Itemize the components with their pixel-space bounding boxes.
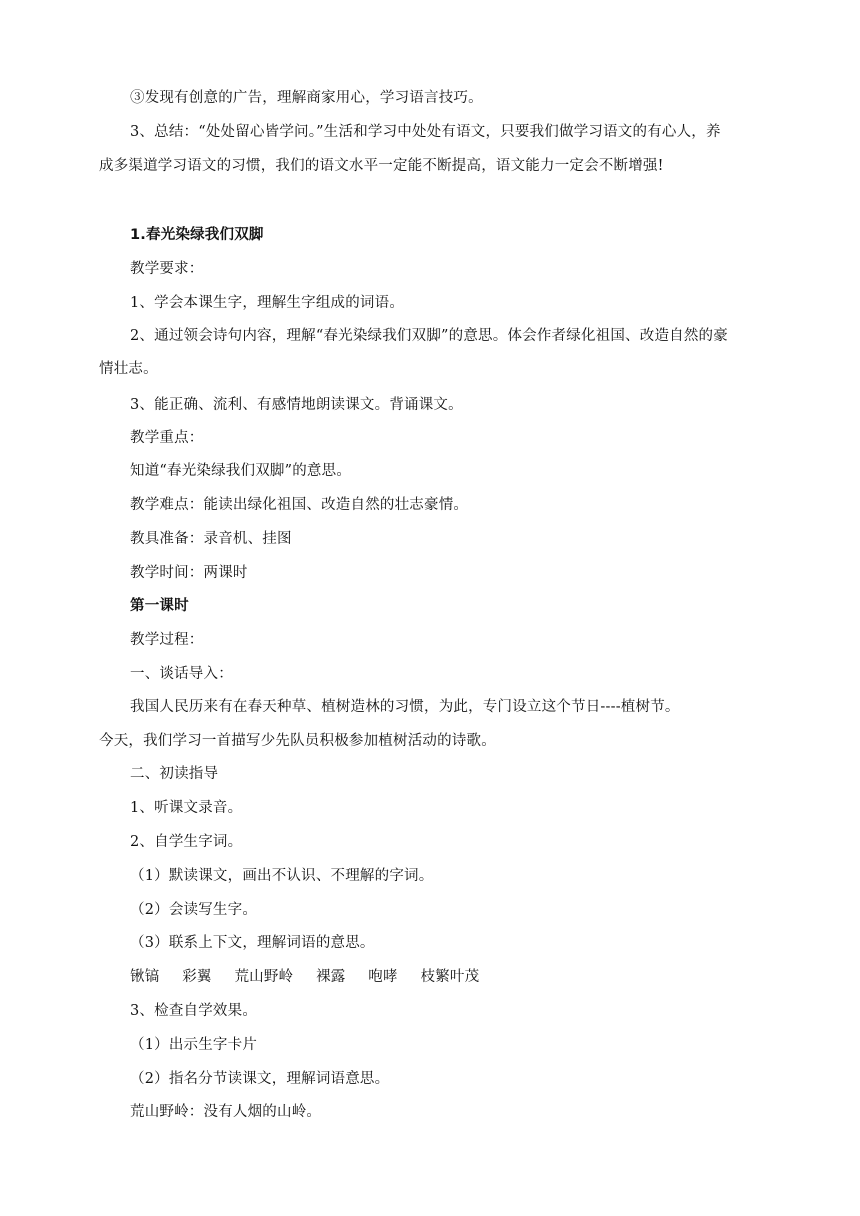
step-2-c: （3）联系上下文，理解词语的意思。 bbox=[130, 935, 375, 951]
intro-item-3: ③发现有创意的广告，理解商家用心，学习语言技巧。 bbox=[130, 90, 483, 106]
step-2: 2、自学生字词。 bbox=[130, 834, 243, 850]
vocab-word: 锹镐 bbox=[130, 969, 160, 985]
step-3-a: （1）出示生字卡片 bbox=[130, 1037, 258, 1053]
part-1-heading: 一、谈话导入： bbox=[130, 666, 233, 682]
lesson-title: 1.春光染绿我们双脚 bbox=[130, 227, 264, 243]
difficulty-text: 教学难点：能读出绿化祖国、改造自然的壮志豪情。 bbox=[130, 497, 469, 513]
requirement-3: 3、能正确、流利、有感情地朗读课文。背诵课文。 bbox=[130, 397, 463, 413]
focus-heading: 教学重点： bbox=[130, 430, 204, 446]
step-2-b: （2）会读写生字。 bbox=[130, 902, 258, 918]
process-heading: 教学过程： bbox=[130, 632, 204, 648]
requirements-heading: 教学要求： bbox=[130, 261, 204, 277]
vocab-word: 裸露 bbox=[316, 969, 346, 985]
requirement-2-line-2: 情壮志。 bbox=[99, 361, 158, 377]
part-2-heading: 二、初读指导 bbox=[130, 766, 219, 782]
tools-text: 教具准备：录音机、挂图 bbox=[130, 531, 292, 547]
step-3-b: （2）指名分节读课文，理解词语意思。 bbox=[130, 1071, 390, 1087]
summary-line-2: 成多渠道学习语文的习惯，我们的语文水平一定能不断提高，语文能力一定会不断增强! bbox=[99, 158, 664, 174]
period-heading: 第一课时 bbox=[130, 598, 189, 614]
step-3: 3、检查自学效果。 bbox=[130, 1003, 258, 1019]
focus-text: 知道“春光染绿我们双脚”的意思。 bbox=[130, 463, 352, 479]
vocab-word: 咆哮 bbox=[368, 969, 398, 985]
time-text: 教学时间：两课时 bbox=[130, 565, 248, 581]
vocab-word: 枝繁叶茂 bbox=[420, 969, 480, 985]
summary-line-1: 3、总结：“处处留心皆学问。”生活和学习中处处有语文，只要我们做学习语文的有心人，养 bbox=[130, 124, 721, 140]
part-1-line-2: 今天，我们学习一首描写少先队员积极参加植树活动的诗歌。 bbox=[99, 733, 496, 749]
step-1: 1、听课文录音。 bbox=[130, 800, 243, 816]
requirement-2-line-1: 2、通过领会诗句内容，理解“春光染绿我们双脚”的意思。体会作者绿化祖国、改造自然的豪 bbox=[130, 328, 728, 344]
requirement-1: 1、学会本课生字，理解生字组成的词语。 bbox=[130, 295, 405, 311]
vocab-word: 彩翼 bbox=[182, 969, 212, 985]
part-1-line-1: 我国人民历来有在春天种草、植树造林的习惯，为此，专门设立这个节日----植树节。 bbox=[130, 699, 680, 715]
definition-text: 荒山野岭：没有人烟的山岭。 bbox=[130, 1104, 322, 1120]
vocab-word: 荒山野岭 bbox=[234, 969, 294, 985]
vocab-list bbox=[130, 967, 497, 987]
step-2-a: （1）默读课文，画出不认识、不理解的字词。 bbox=[130, 868, 434, 884]
